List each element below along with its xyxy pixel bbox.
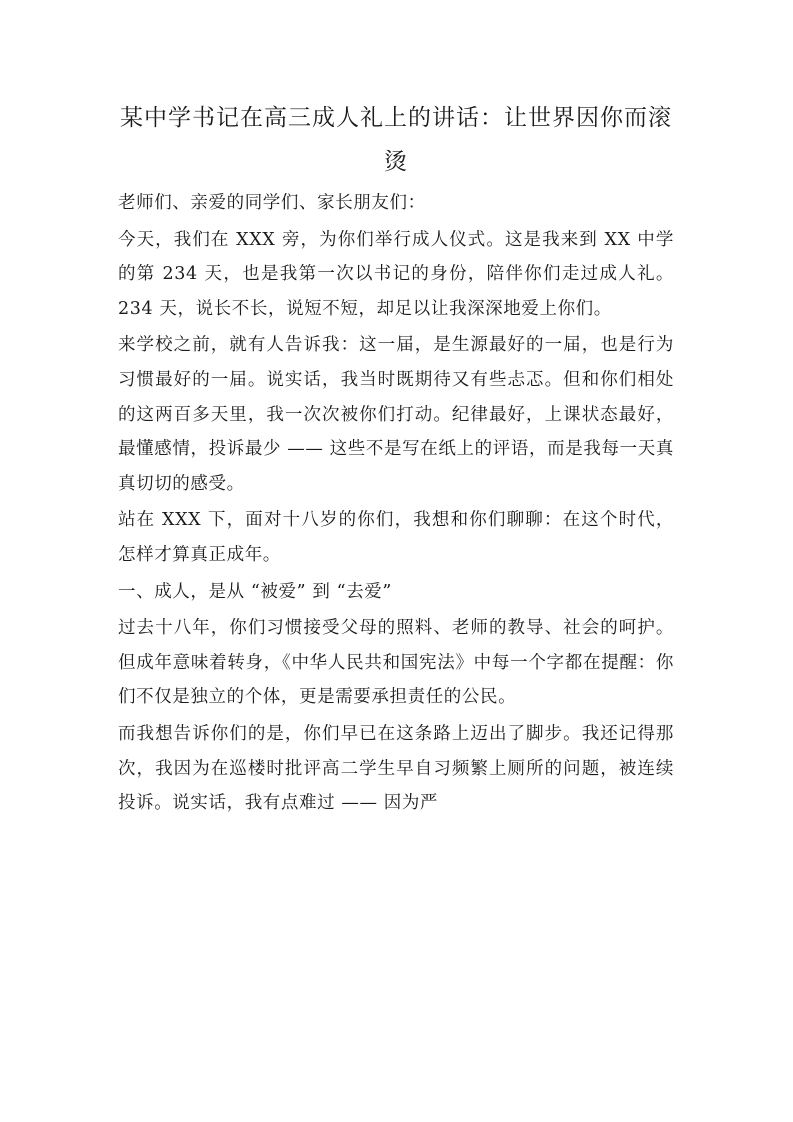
paragraph-section-1-body: 过去十八年，你们习惯接受父母的照料、老师的教导、社会的呵护。但成年意味着转身，《中华人民共和国宪法》中每一个字都在提醒：你们不仅是独立的个体，更是需要承担责任的公民。 — [118, 618, 674, 708]
section-heading-1: 一、成人，是从 “被爱” 到 “去爱” — [118, 581, 392, 602]
paragraph-salutation: 老师们、亲爱的同学们、家长朋友们： — [118, 193, 426, 213]
document-title: 某中学书记在高三成人礼上的讲话：让世界因你而滚烫 — [120, 105, 672, 175]
paragraph-topic: 站在 XXX 下，面对十八岁的你们，我想和你们聊聊：在这个时代，怎样才算真正成年。 — [118, 510, 674, 565]
paragraph-opening: 今天，我们在 XXX 旁，为你们举行成人仪式。这是我来到 XX 中学的第 234 天，也是我第一次以书记的身份，陪伴你们走过成人礼。234 天，说长不长，说短不短，却足以让我深深地爱上你们。 — [118, 229, 674, 319]
paragraph-before-school: 来学校之前，就有人告诉我：这一届，是生源最好的一届，也是行为习惯最好的一届。说实话，我当时既期待又有些忐忑。但和你们相处的这两百多天里，我一次次被你们打动。纪律最好，上课状态最好，最懂感情，投诉最少 —— 这些不是写在纸上的评语，而是我每一天真真切切的感受。 — [118, 335, 674, 494]
paragraph-section-1-story: 而我想告诉你们的是，你们早已在这条路上迈出了脚步。我还记得那次，我因为在巡楼时批评高二学生早自习频繁上厕所的问题，被连续投诉。说实话，我有点难过 —— 因为严 — [118, 723, 674, 814]
document-page — [118, 96, 674, 823]
